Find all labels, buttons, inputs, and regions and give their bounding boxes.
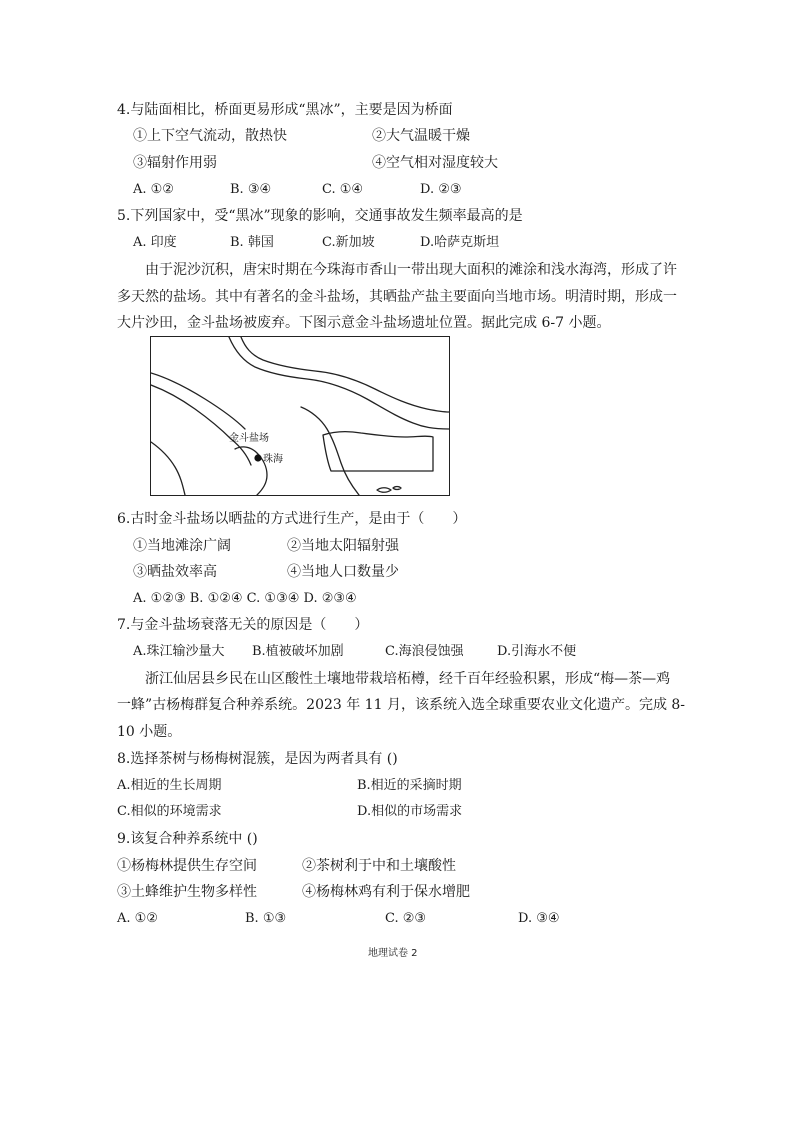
passage1-line-3: 大片沙田，金斗盐场被废弃。下图示意金斗盐场遗址位置。据此完成 6-7 小题。 <box>117 315 611 331</box>
passage1-line-2: 多天然的盐场。其中有著名的金斗盐场，其晒盐产盐主要面向当地市场。明清时期，形成一 <box>117 289 677 305</box>
q8-choice-b: B.相近的采摘时期 <box>357 778 462 793</box>
q4-choice-a: A. ①② <box>133 182 174 197</box>
q6-item-3: ③晒盐效率高 <box>133 564 217 580</box>
q5-choice-d: D.哈萨克斯坦 <box>420 235 500 250</box>
q7-choice-d: D.引海水不便 <box>497 644 577 659</box>
passage2-line-2: 一蜂”古杨梅群复合种养系统。2023 年 11 月，该系统入选全球重要农业文化遗产。完成 8- <box>117 697 686 713</box>
west-coast <box>151 442 185 495</box>
q7-choice-a: A.珠江输沙量大 <box>133 644 225 659</box>
q8-choice-d: D.相似的市场需求 <box>357 804 463 819</box>
islet-1 <box>377 488 391 493</box>
q7-stem: 7.与金斗盐场衰落无关的原因是（ ） <box>117 617 369 633</box>
q9-choice-c: C. ②③ <box>385 911 427 926</box>
q5-choice-b: B. 韩国 <box>230 235 274 250</box>
passage2-line-3: 10 小题。 <box>117 724 182 740</box>
q7-choice-c: C.海浪侵蚀强 <box>385 644 464 659</box>
q9-item-3: ③土蜂维护生物多样性 <box>117 884 257 900</box>
q5-choice-a: A. 印度 <box>133 235 177 250</box>
q4-choice-b: B. ③④ <box>230 182 272 197</box>
q7-choice-b: B.植被破坏加剧 <box>252 644 344 659</box>
q5-stem: 5.下列国家中，受“黑冰”现象的影响，交通事故发生频率最高的是 <box>117 208 523 224</box>
river-upper-inner <box>241 337 449 412</box>
q4-stem: 4.与陆面相比，桥面更易形成“黑冰”，主要是因为桥面 <box>117 102 453 118</box>
q8-stem: 8.选择茶树与杨梅树混簇，是因为两者具有 () <box>117 751 398 767</box>
q6-item-4: ④当地人口数量少 <box>287 564 399 580</box>
map-figure <box>151 337 449 495</box>
passage2-line-1: 浙江仙居县乡民在山区酸性土壤地带栽培柘樽，经千百年经验积累，形成“梅—茶—鸡 <box>145 671 671 687</box>
q6-choices: A. ①②③ B. ①②④ C. ①③④ D. ②③④ <box>133 591 357 606</box>
q4-item-1: ①上下空气流动，散热快 <box>133 128 287 144</box>
east-island <box>323 432 433 471</box>
q9-choice-d: D. ③④ <box>518 911 560 926</box>
q9-item-4: ④杨梅林鸡有利于保水增肥 <box>302 884 470 900</box>
passage1-line-1: 由于泥沙沉积，唐宋时期在今珠海市香山一带出现大面积的滩涂和浅水海湾，形成了许 <box>145 262 677 278</box>
page-footer: 地理试卷 2 <box>368 948 418 959</box>
salt-field-map <box>150 336 450 496</box>
q6-item-1: ①当地滩涂广阔 <box>133 538 231 554</box>
q4-item-3: ③辐射作用弱 <box>133 155 217 171</box>
q8-choice-c: C.相似的环境需求 <box>117 804 222 819</box>
q6-item-2: ②当地太阳辐射强 <box>287 538 399 554</box>
salt-field-site-marker <box>254 454 261 461</box>
q8-choice-a: A.相近的生长周期 <box>117 778 222 793</box>
islet-2 <box>393 487 401 490</box>
q9-item-2: ②茶树利于中和土壤酸性 <box>302 858 456 874</box>
central-shore <box>301 407 359 495</box>
salt-field-label: 金斗盐场 <box>229 433 269 444</box>
q4-choice-c: C. ①④ <box>322 182 364 197</box>
river-branch-inner <box>151 373 245 429</box>
q6-stem: 6.古时金斗盐场以晒盐的方式进行生产，是由于（ ） <box>117 511 467 527</box>
q9-choice-a: A. ①② <box>117 911 158 926</box>
city-label: 珠海 <box>263 454 283 465</box>
q9-item-1: ①杨梅林提供生存空间 <box>117 858 257 874</box>
q9-choice-b: B. ①③ <box>245 911 287 926</box>
q4-item-4: ④空气相对湿度较大 <box>372 155 498 171</box>
q9-stem: 9.该复合种养系统中 () <box>117 831 258 847</box>
q4-choice-d: D. ②③ <box>420 182 462 197</box>
q4-item-2: ②大气温暖干燥 <box>372 128 470 144</box>
q5-choice-c: C.新加坡 <box>322 235 375 250</box>
river-upper <box>229 337 449 429</box>
